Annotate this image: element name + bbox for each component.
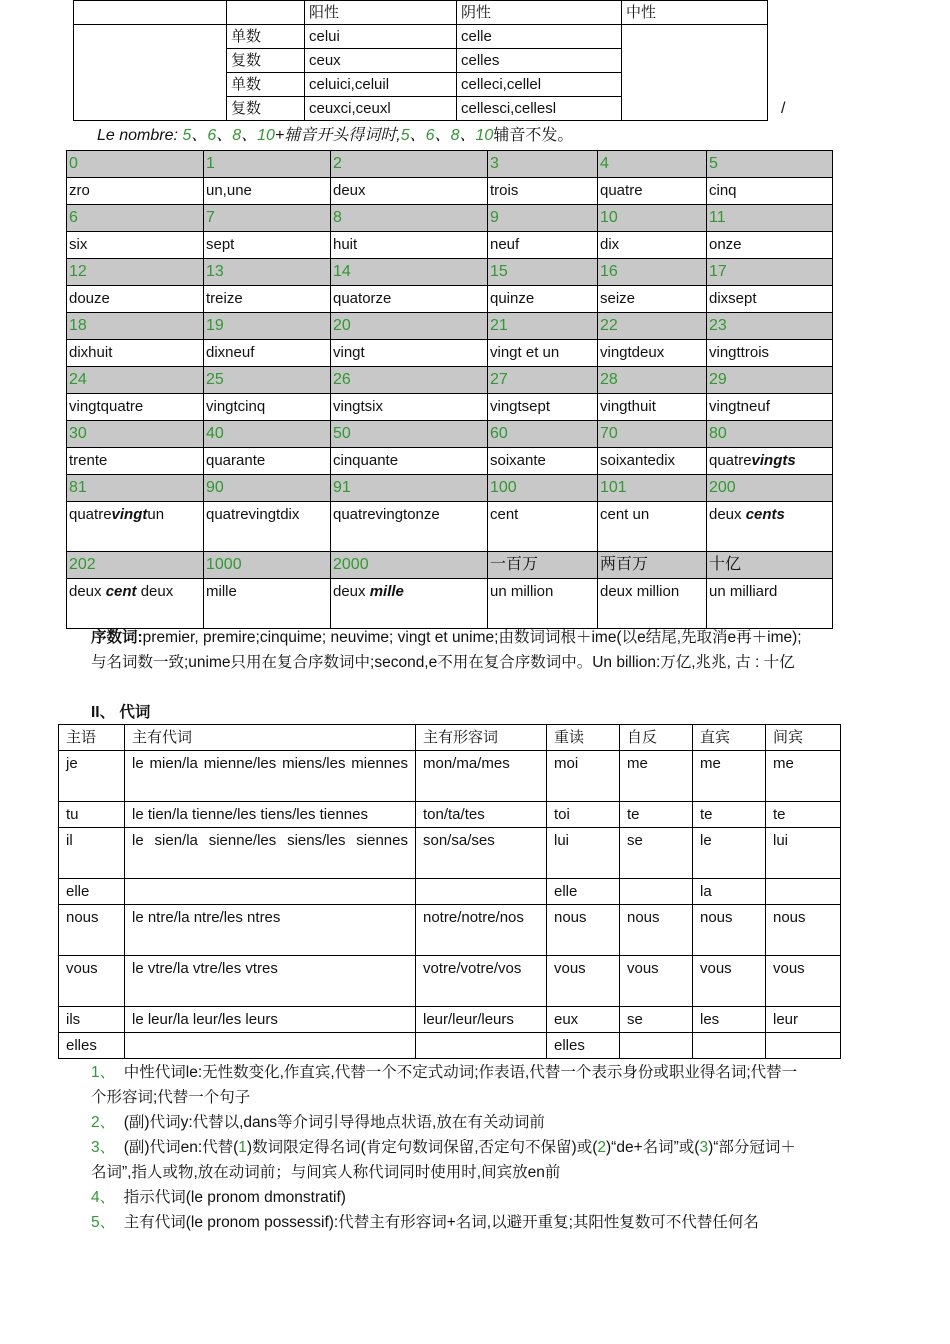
reflexive-cell: se — [620, 1007, 693, 1033]
word-cell: mille — [204, 579, 331, 629]
nombre-tail: 辅音不发。 — [493, 127, 574, 144]
word-emphasis: cent — [105, 583, 137, 600]
word-cell: quatre — [598, 178, 707, 205]
note-number: 2、 — [91, 1114, 116, 1131]
number-highlight: 10 — [257, 127, 275, 144]
possessive-adjective-cell: mon/ma/mes — [416, 751, 547, 802]
number-cell: 9 — [488, 205, 598, 232]
indirect-object-cell: leur — [766, 1007, 841, 1033]
word-part: deux — [333, 583, 366, 600]
note-number: 2 — [597, 1139, 607, 1156]
number-cell: 1000 — [204, 552, 331, 579]
subject-cell: elle — [59, 879, 125, 905]
number-cell: 19 — [204, 313, 331, 340]
ordinal-text: premier, premire;cinquime; neuvime; vingt et unime;由数词词根＋ime(以e结尾,先取消e再＋ime);与名词数一致;unime只用在复合序数词中;second,e不用在复合序数词中。Un billion:万亿,兆兆, 古 : 十亿 — [91, 629, 802, 671]
word-cell: vingt — [331, 340, 488, 367]
word-cell: zro — [67, 178, 204, 205]
masc-cell: celuici,celuil — [305, 73, 457, 97]
possessive-adjective-cell: leur/leur/leurs — [416, 1007, 547, 1033]
separator: 、 — [409, 127, 426, 144]
number-cell: 13 — [204, 259, 331, 286]
number-cell: 21 — [488, 313, 598, 340]
header-cell: 间宾 — [766, 725, 841, 751]
section-heading: II、 代词 — [91, 704, 151, 721]
possessive-pronoun-cell: le ntre/la ntre/les ntres — [125, 905, 416, 956]
number-highlight: 6 — [425, 127, 435, 144]
word-emphasis: mille — [369, 583, 404, 600]
word-cell: vingtdeux — [598, 340, 707, 367]
direct-object-cell: me — [693, 751, 766, 802]
word-cell: vingttrois — [707, 340, 833, 367]
word-cell: treize — [204, 286, 331, 313]
neuter-cell — [622, 25, 768, 121]
number-cell: 0 — [67, 151, 204, 178]
number-cell: 1 — [204, 151, 331, 178]
note-item — [91, 1110, 803, 1135]
word-cell: dixneuf — [204, 340, 331, 367]
number-cell: 5 — [707, 151, 833, 178]
separator: 、 — [216, 127, 233, 144]
nombre-rule — [97, 124, 573, 148]
direct-object-cell — [693, 1033, 766, 1059]
number-cell: 2 — [331, 151, 488, 178]
possessive-pronoun-cell: le mien/la mienne/les miens/les miennes — [125, 751, 416, 802]
word-cell: soixante — [488, 448, 598, 475]
indirect-object-cell: te — [766, 802, 841, 828]
indirect-object-cell — [766, 1033, 841, 1059]
word-cell: un million — [488, 579, 598, 629]
table-cell — [227, 1, 305, 25]
header-neuter: 中性 — [622, 1, 768, 25]
word-part: deux — [709, 506, 742, 523]
separator: 、 — [459, 127, 476, 144]
subject-cell: elles — [59, 1033, 125, 1059]
fem-cell: celle — [457, 25, 622, 49]
reflexive-cell: se — [620, 828, 693, 879]
word-part: un — [147, 506, 165, 523]
stressed-cell: nous — [547, 905, 620, 956]
number-cell: 40 — [204, 421, 331, 448]
word-cell — [331, 579, 488, 629]
word-cell: dix — [598, 232, 707, 259]
word-cell: six — [67, 232, 204, 259]
number-cell: 14 — [331, 259, 488, 286]
number-cell: 28 — [598, 367, 707, 394]
number-cell: 一百万 — [488, 552, 598, 579]
number-cell: 7 — [204, 205, 331, 232]
word-cell: quarante — [204, 448, 331, 475]
word-cell: soixantedix — [598, 448, 707, 475]
indirect-object-cell: lui — [766, 828, 841, 879]
word-cell: neuf — [488, 232, 598, 259]
number-cell: 100 — [488, 475, 598, 502]
word-cell: dixsept — [707, 286, 833, 313]
number-cell: 90 — [204, 475, 331, 502]
note-text: 主有代词(le pronom possessif):代替主有形容词+名词,以避开重复;其阳性复数可不代替任何名 — [123, 1214, 759, 1231]
word-cell: cent — [488, 502, 598, 552]
word-cell: sept — [204, 232, 331, 259]
word-part: quatre — [709, 452, 752, 469]
subject-cell: je — [59, 751, 125, 802]
word-part: deux — [69, 583, 102, 600]
word-emphasis: vingt — [111, 506, 148, 523]
number-cell: 24 — [67, 367, 204, 394]
note-item — [91, 1060, 803, 1110]
subject-cell: vous — [59, 956, 125, 1007]
direct-object-cell: nous — [693, 905, 766, 956]
number-highlight: 10 — [475, 127, 494, 144]
possessive-adjective-cell: votre/votre/vos — [416, 956, 547, 1007]
word-emphasis: vingts — [751, 452, 796, 469]
note-item — [91, 1210, 803, 1235]
word-emphasis: cents — [745, 506, 785, 523]
number-cell: 25 — [204, 367, 331, 394]
possessive-pronoun-cell — [125, 1033, 416, 1059]
word-cell: vingtsept — [488, 394, 598, 421]
row-label: 复数 — [227, 49, 305, 73]
number-cell: 60 — [488, 421, 598, 448]
number-cell: 15 — [488, 259, 598, 286]
indirect-object-cell: me — [766, 751, 841, 802]
word-cell: vingtcinq — [204, 394, 331, 421]
number-cell: 202 — [67, 552, 204, 579]
ordinal-label: 序数词: — [91, 629, 143, 646]
possessive-adjective-cell — [416, 879, 547, 905]
number-cell: 23 — [707, 313, 833, 340]
stressed-cell: vous — [547, 956, 620, 1007]
number-cell: 10 — [598, 205, 707, 232]
numbers-table — [66, 150, 833, 629]
possessive-adjective-cell: son/sa/ses — [416, 828, 547, 879]
possessive-pronoun-cell — [125, 879, 416, 905]
word-cell: quinze — [488, 286, 598, 313]
indirect-object-cell: nous — [766, 905, 841, 956]
word-cell: huit — [331, 232, 488, 259]
number-cell: 26 — [331, 367, 488, 394]
number-cell: 20 — [331, 313, 488, 340]
masc-cell: celui — [305, 25, 457, 49]
header-masculine: 阳性 — [305, 1, 457, 25]
fem-cell: cellesci,cellesl — [457, 97, 622, 121]
stressed-cell: moi — [547, 751, 620, 802]
number-cell: 11 — [707, 205, 833, 232]
header-cell: 主有代词 — [125, 725, 416, 751]
possessive-pronoun-cell: le leur/la leur/les leurs — [125, 1007, 416, 1033]
number-cell: 70 — [598, 421, 707, 448]
direct-object-cell: le — [693, 828, 766, 879]
reflexive-cell: nous — [620, 905, 693, 956]
note-number: 3、 — [91, 1139, 116, 1156]
row-label: 单数 — [227, 73, 305, 97]
number-cell: 200 — [707, 475, 833, 502]
header-cell: 直宾 — [693, 725, 766, 751]
word-cell — [67, 579, 204, 629]
direct-object-cell: vous — [693, 956, 766, 1007]
note-text: (副)代词y:代替以,dans等介词引导得地点状语,放在有关动词前 — [123, 1114, 545, 1131]
word-cell: quatorze — [331, 286, 488, 313]
reflexive-cell: te — [620, 802, 693, 828]
word-cell: vingt et un — [488, 340, 598, 367]
separator: 、 — [191, 127, 208, 144]
number-cell: 3 — [488, 151, 598, 178]
note-number: 1 — [238, 1139, 247, 1156]
indirect-object-cell — [766, 879, 841, 905]
number-cell: 8 — [331, 205, 488, 232]
note-number: 1、 — [91, 1064, 116, 1081]
possessive-adjective-cell — [416, 1033, 547, 1059]
number-cell: 十亿 — [707, 552, 833, 579]
number-cell: 16 — [598, 259, 707, 286]
number-cell: 91 — [331, 475, 488, 502]
word-cell: deux million — [598, 579, 707, 629]
word-cell: seize — [598, 286, 707, 313]
possessive-pronoun-cell: le sien/la sienne/les siens/les siennes — [125, 828, 416, 879]
word-cell: trois — [488, 178, 598, 205]
stressed-cell: eux — [547, 1007, 620, 1033]
word-cell: vingtquatre — [67, 394, 204, 421]
word-cell — [707, 502, 833, 552]
subject-cell: nous — [59, 905, 125, 956]
header-cell: 自反 — [620, 725, 693, 751]
number-cell: 18 — [67, 313, 204, 340]
possessive-adjective-cell: ton/ta/tes — [416, 802, 547, 828]
note-number: 3 — [699, 1139, 709, 1156]
number-cell: 50 — [331, 421, 488, 448]
possessive-adjective-cell: notre/notre/nos — [416, 905, 547, 956]
nombre-text: +辅音开头得词时, — [274, 127, 401, 144]
table-cell — [74, 1, 227, 25]
demonstrative-table — [73, 0, 768, 121]
row-label: 单数 — [227, 25, 305, 49]
reflexive-cell — [620, 879, 693, 905]
note-item — [91, 1185, 803, 1210]
pronoun-table — [58, 724, 841, 1059]
note-text: 指示代词(le pronom dmonstratif) — [123, 1189, 346, 1206]
slash-mark: / — [781, 100, 786, 117]
direct-object-cell: te — [693, 802, 766, 828]
word-cell: douze — [67, 286, 204, 313]
header-cell: 主有形容词 — [416, 725, 547, 751]
note-text: )“部分冠词＋名词”,指人或物,放在动词前；与间宾人称代词同时使用时,间宾放en前 — [91, 1139, 796, 1181]
number-cell: 2000 — [331, 552, 488, 579]
number-cell: 30 — [67, 421, 204, 448]
word-cell: quatrevingtdix — [204, 502, 331, 552]
note-text: (副)代词en:代替( — [123, 1139, 239, 1156]
number-cell: 27 — [488, 367, 598, 394]
word-cell: un milliard — [707, 579, 833, 629]
reflexive-cell — [620, 1033, 693, 1059]
reflexive-cell: vous — [620, 956, 693, 1007]
number-cell: 17 — [707, 259, 833, 286]
possessive-pronoun-cell: le vtre/la vtre/les vtres — [125, 956, 416, 1007]
number-highlight: 8 — [450, 127, 460, 144]
note-number: 5、 — [91, 1214, 116, 1231]
word-cell: vingtsix — [331, 394, 488, 421]
word-cell: cent un — [598, 502, 707, 552]
note-text: 中性代词le:无性数变化,作直宾,代替一个不定式动词;作表语,代替一个表示身份或职业得名词;代替一个形容词;代替一个句子 — [91, 1064, 798, 1106]
stressed-cell: lui — [547, 828, 620, 879]
subject-cell: tu — [59, 802, 125, 828]
stressed-cell: elle — [547, 879, 620, 905]
number-cell: 4 — [598, 151, 707, 178]
number-cell: 101 — [598, 475, 707, 502]
number-highlight: 5 — [400, 127, 410, 144]
word-cell: vingtneuf — [707, 394, 833, 421]
header-cell: 主语 — [59, 725, 125, 751]
number-cell: 两百万 — [598, 552, 707, 579]
subject-cell: il — [59, 828, 125, 879]
possessive-pronoun-cell: le tien/la tienne/les tiens/les tiennes — [125, 802, 416, 828]
row-label: 复数 — [227, 97, 305, 121]
word-cell — [707, 448, 833, 475]
word-cell: vingthuit — [598, 394, 707, 421]
word-cell: quatrevingtonze — [331, 502, 488, 552]
word-cell — [67, 502, 204, 552]
fem-cell: celleci,cellel — [457, 73, 622, 97]
nombre-label: Le nombre: — [97, 127, 178, 144]
separator: 、 — [434, 127, 451, 144]
word-cell: cinq — [707, 178, 833, 205]
number-cell: 81 — [67, 475, 204, 502]
reflexive-cell: me — [620, 751, 693, 802]
masc-cell: ceux — [305, 49, 457, 73]
table-cell — [74, 25, 227, 121]
number-highlight: 5 — [182, 127, 192, 144]
direct-object-cell: les — [693, 1007, 766, 1033]
stressed-cell: toi — [547, 802, 620, 828]
indirect-object-cell: vous — [766, 956, 841, 1007]
note-number: 4、 — [91, 1189, 116, 1206]
header-cell: 重读 — [547, 725, 620, 751]
masc-cell: ceuxci,ceuxl — [305, 97, 457, 121]
word-cell: deux — [331, 178, 488, 205]
note-item — [91, 1135, 803, 1185]
number-cell: 29 — [707, 367, 833, 394]
number-cell: 22 — [598, 313, 707, 340]
number-cell: 80 — [707, 421, 833, 448]
ordinal-paragraph — [91, 625, 811, 675]
stressed-cell: elles — [547, 1033, 620, 1059]
word-cell: onze — [707, 232, 833, 259]
word-part: quatre — [69, 506, 112, 523]
word-cell: un,une — [204, 178, 331, 205]
word-cell: trente — [67, 448, 204, 475]
note-text: )“de+名词”或( — [606, 1139, 700, 1156]
word-cell: dixhuit — [67, 340, 204, 367]
direct-object-cell: la — [693, 879, 766, 905]
word-part: deux — [140, 583, 174, 600]
note-text: )数词限定得名词(肯定句数词保留,否定句不保留)或( — [246, 1139, 598, 1156]
number-cell: 12 — [67, 259, 204, 286]
separator: 、 — [241, 127, 258, 144]
header-feminine: 阴性 — [457, 1, 622, 25]
number-highlight: 8 — [232, 127, 242, 144]
number-highlight: 6 — [207, 127, 217, 144]
subject-cell: ils — [59, 1007, 125, 1033]
fem-cell: celles — [457, 49, 622, 73]
word-cell: cinquante — [331, 448, 488, 475]
number-cell: 6 — [67, 205, 204, 232]
